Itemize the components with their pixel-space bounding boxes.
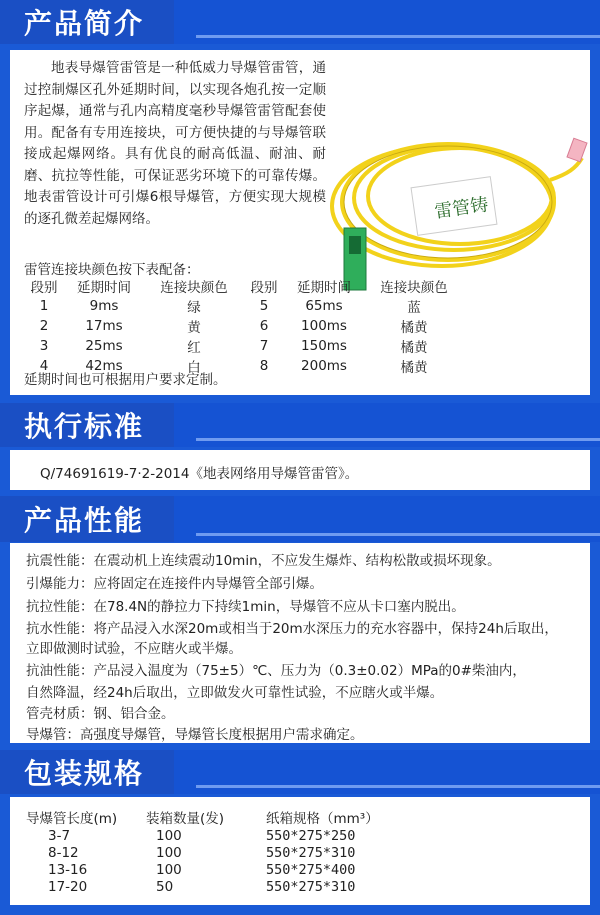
cell: 65ms xyxy=(305,298,343,314)
label-brand: 雷管铸 xyxy=(433,194,490,223)
banner-stripe xyxy=(196,785,600,788)
cell: 100 xyxy=(156,861,182,878)
table-row xyxy=(24,336,464,356)
col-header: 延期时间 xyxy=(77,280,131,296)
table-caption: 雷管连接块颜色按下表配备： xyxy=(24,262,200,278)
cell: 8 xyxy=(259,358,269,374)
perf-line: 抗震性能：在震动机上连续震动10min，不应发生爆炸、结构松散或损坏现象。 xyxy=(26,553,501,569)
cell: 550*275*250 xyxy=(266,827,356,844)
performance-panel xyxy=(10,543,590,743)
perf-line: 抗油性能：产品浸入温度为（75±5）℃、压力为（0.3±0.02）MPa的0#柴油内， xyxy=(26,663,526,679)
performance-banner xyxy=(0,496,600,542)
standard-panel xyxy=(10,450,590,490)
cell: 白 xyxy=(187,360,201,376)
table-row xyxy=(26,844,376,861)
cell: 橘黄 xyxy=(400,320,428,336)
cell: 100 xyxy=(156,827,182,844)
cell: 550*275*310 xyxy=(266,844,356,861)
cell: 7 xyxy=(259,338,269,354)
table-row xyxy=(24,296,464,316)
banner-stripe xyxy=(196,533,600,536)
perf-line: 引爆能力：应将固定在连接件内导爆管全部引爆。 xyxy=(26,576,323,592)
intro-banner xyxy=(0,0,600,44)
cell: 4 xyxy=(39,358,49,374)
cell: 蓝 xyxy=(407,300,421,316)
performance-title: 产品性能 xyxy=(0,496,174,542)
cell: 红 xyxy=(187,340,201,356)
cell: 8-12 xyxy=(48,844,79,861)
col-header: 导爆管长度(m) xyxy=(26,811,118,827)
col-header: 连接块颜色 xyxy=(380,280,448,296)
cell: 13-16 xyxy=(48,861,88,878)
cell: 100 xyxy=(156,844,182,861)
intro-title: 产品简介 xyxy=(0,0,174,44)
intro-panel xyxy=(10,50,590,395)
cell: 3-7 xyxy=(48,827,71,844)
banner-stripe xyxy=(196,35,600,38)
perf-line: 自然降温，经24h后取出，立即做发火可靠性试验，不应瞎火或半爆。 xyxy=(26,685,444,701)
perf-line: 抗水性能：将产品浸入水深20m或相当于20m水深压力的充水容器中，保持24h后取出， xyxy=(26,621,558,637)
packing-title: 包装规格 xyxy=(0,750,174,794)
perf-line: 立即做测时试验，不应瞎火或半爆。 xyxy=(26,641,242,657)
cell: 9ms xyxy=(89,298,119,314)
table-footnote: 延期时间也可根据用户要求定制。 xyxy=(24,372,227,388)
col-header: 延期时间 xyxy=(297,280,351,296)
table-header-row xyxy=(24,276,464,296)
cell: 绿 xyxy=(187,300,201,316)
cell: 25ms xyxy=(85,338,123,354)
cell: 1 xyxy=(39,298,49,314)
detonator-cable-image xyxy=(330,110,590,300)
col-header: 连接块颜色 xyxy=(160,280,228,296)
banner-stripe xyxy=(196,438,600,441)
packing-panel xyxy=(10,797,590,905)
col-header: 装箱数量(发) xyxy=(146,811,225,827)
cell: 200ms xyxy=(301,358,347,374)
table-row xyxy=(26,827,376,844)
col-header: 段别 xyxy=(250,280,278,296)
table-header-row xyxy=(26,807,376,827)
cell: 橘黄 xyxy=(400,360,428,376)
col-header: 段别 xyxy=(30,280,58,296)
perf-line: 导爆管：高强度导爆管，导爆管长度根据用户需求确定。 xyxy=(26,727,364,743)
packing-table xyxy=(26,807,379,895)
cell: 6 xyxy=(259,318,269,334)
table-row xyxy=(26,861,376,878)
cell: 50 xyxy=(156,878,174,895)
perf-line: 抗拉性能：在78.4N的静拉力下持续1min，导爆管不应从卡口塞内脱出。 xyxy=(26,599,465,615)
cell: 2 xyxy=(39,318,49,334)
perf-line: 管壳材质：钢、铝合金。 xyxy=(26,706,175,722)
table-row xyxy=(26,878,376,895)
cell: 3 xyxy=(39,338,49,354)
cell: 42ms xyxy=(85,358,123,374)
intro-paragraph: 地表导爆管雷管是一种低威力导爆管雷管，通过控制爆区孔外延期时间，以实现各炮孔按一定顺序起爆，通常与孔内高精度毫秒导爆管雷管配套使用。配备有专用连接块，可方便快捷的与导爆管联接成起爆网络。具有优良的耐高低温、耐油、耐磨、抗拉等性能，可保证恶劣环境下的可靠传爆。地表雷管设计可引爆6根导爆管，方便实现大规模的逐孔微差起爆网络。 xyxy=(24,60,326,227)
cell: 黄 xyxy=(187,320,201,336)
packing-banner xyxy=(0,750,600,794)
cell: 550*275*310 xyxy=(266,878,356,895)
cell: 550*275*400 xyxy=(266,861,356,878)
standard-banner xyxy=(0,403,600,447)
cell: 17-20 xyxy=(48,878,88,895)
col-header: 纸箱规格（mm³） xyxy=(266,811,379,827)
delay-color-table xyxy=(24,276,464,376)
cell: 橘黄 xyxy=(400,340,428,356)
cell: 100ms xyxy=(301,318,347,334)
cell: 5 xyxy=(259,298,269,314)
cell: 150ms xyxy=(301,338,347,354)
standard-title: 执行标准 xyxy=(0,403,174,447)
table-row xyxy=(24,316,464,336)
cell: 17ms xyxy=(85,318,123,334)
standard-text: Q/74691619-7·2-2014《地表网络用导爆管雷管》。 xyxy=(40,466,359,482)
